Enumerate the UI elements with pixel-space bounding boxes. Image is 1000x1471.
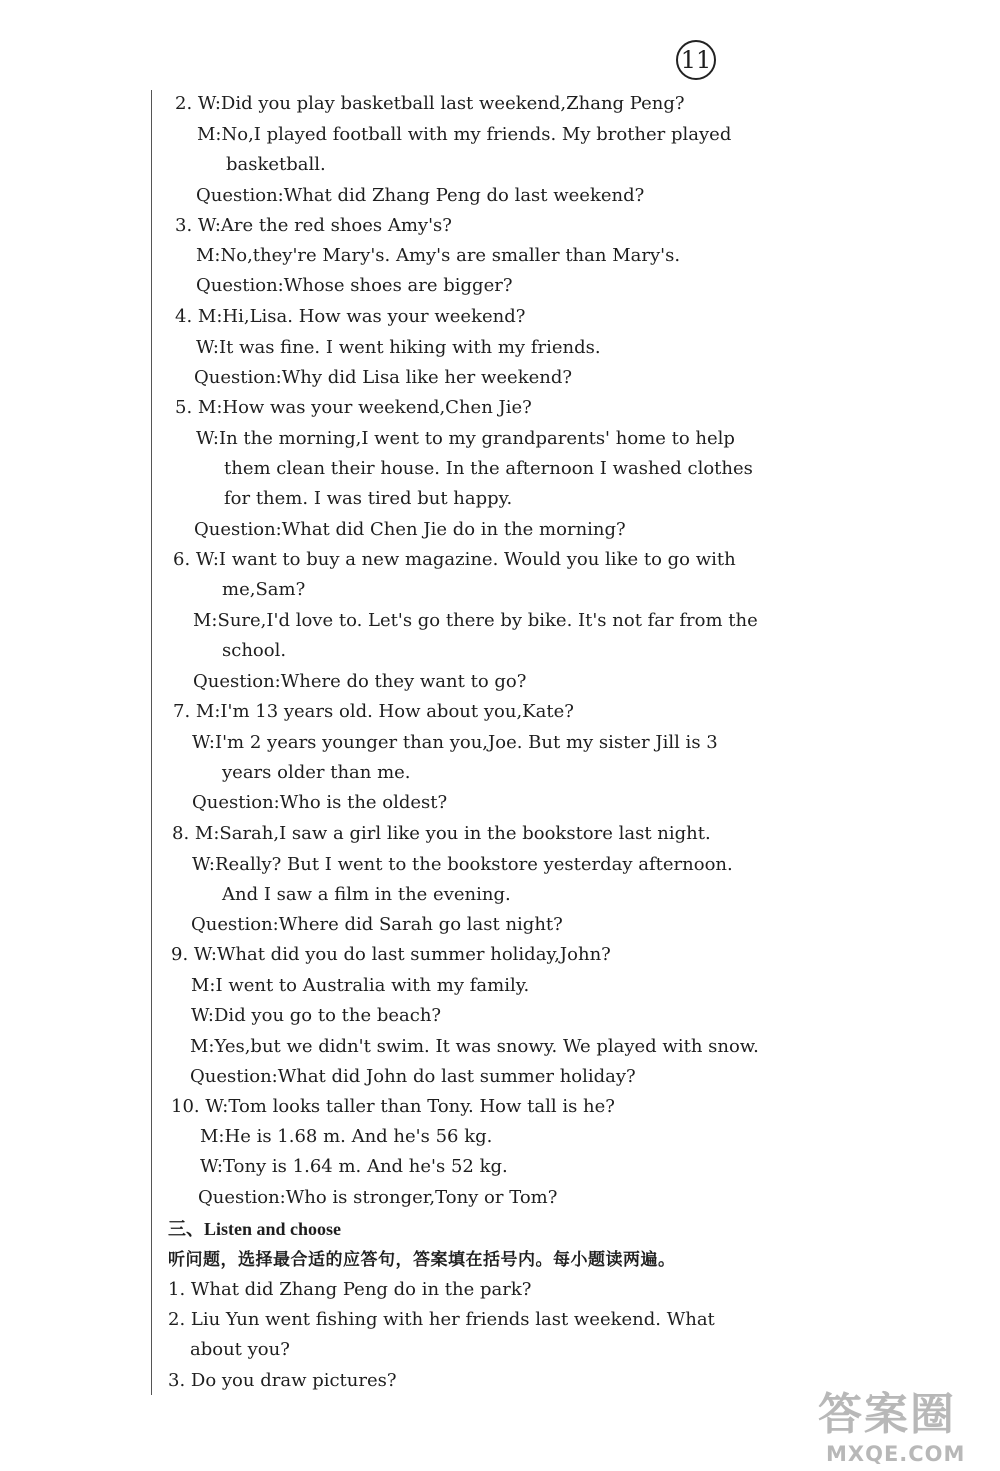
dialogue-line: W:It was fine. I went hiking with my friends.	[196, 337, 601, 358]
dialogue-line: for them. I was tired but happy.	[224, 488, 513, 509]
dialogue-line: M:Yes,but we didn't swim. It was snowy. We played with snow.	[190, 1036, 759, 1057]
dialogue-line: 7. M:I'm 13 years old. How about you,Kate?	[173, 701, 574, 722]
question-line: Question:Where do they want to go?	[193, 671, 527, 692]
dialogue-line: 6. W:I want to buy a new magazine. Would you like to go with	[173, 549, 736, 570]
watermark	[818, 1390, 988, 1470]
dialogue-line: W:Did you go to the beach?	[191, 1005, 442, 1026]
question-line: Question:Why did Lisa like her weekend?	[194, 367, 573, 388]
question-line: Question:Whose shoes are bigger?	[196, 275, 513, 296]
dialogue-line: 3. W:Are the red shoes Amy's?	[175, 215, 452, 236]
question-line: Question:Who is stronger,Tony or Tom?	[198, 1187, 558, 1208]
dialogue-line: years older than me.	[222, 762, 411, 783]
section-heading: 三、Listen and choose	[168, 1219, 342, 1239]
dialogue-line: M:No,they're Mary's. Amy's are smaller than Mary's.	[196, 245, 681, 266]
dialogue-line: 5. M:How was your weekend,Chen Jie?	[175, 397, 532, 418]
watermark-site: MXQE.COM	[826, 1442, 966, 1466]
page-number: 11	[676, 40, 716, 80]
question-item: 2. Liu Yun went fishing with her friends last weekend. What	[168, 1309, 715, 1330]
dialogue-line: 10. W:Tom looks taller than Tony. How tall is he?	[171, 1096, 615, 1117]
dialogue-line: M:No,I played football with my friends. My brother played	[197, 124, 732, 145]
question-line: Question:Where did Sarah go last night?	[191, 914, 563, 935]
dialogue-line: 2. W:Did you play basketball last weekend,Zhang Peng?	[175, 93, 685, 114]
question-line: Question:What did John do last summer holiday?	[190, 1066, 636, 1087]
question-line: Question:What did Chen Jie do in the morning?	[194, 519, 626, 540]
dialogue-line: 4. M:Hi,Lisa. How was your weekend?	[175, 306, 526, 327]
dialogue-line: basketball.	[226, 154, 326, 175]
dialogue-line: W:Tony is 1.64 m. And he's 52 kg.	[200, 1156, 508, 1177]
dialogue-line: And I saw a film in the evening.	[222, 884, 511, 905]
question-item: 3. Do you draw pictures?	[168, 1370, 397, 1391]
margin-rule	[151, 90, 152, 1395]
dialogue-line: me,Sam?	[222, 579, 306, 600]
dialogue-line: W:Really? But I went to the bookstore yesterday afternoon.	[192, 854, 733, 875]
dialogue-line: W:I'm 2 years younger than you,Joe. But my sister Jill is 3	[192, 732, 718, 753]
watermark-logo: 答案圈	[818, 1389, 956, 1440]
dialogue-line: 9. W:What did you do last summer holiday,John?	[171, 944, 611, 965]
section-instruction: 听问题，选择最合适的应答句，答案填在括号内。每小题读两遍。	[168, 1250, 676, 1270]
dialogue-line: M:He is 1.68 m. And he's 56 kg.	[200, 1126, 493, 1147]
question-line: Question:Who is the oldest?	[192, 792, 448, 813]
dialogue-line: M:Sure,I'd love to. Let's go there by bike. It's not far from the	[193, 610, 758, 631]
dialogue-line: M:I went to Australia with my family.	[191, 975, 530, 996]
question-item: 1. What did Zhang Peng do in the park?	[168, 1279, 532, 1300]
question-line: Question:What did Zhang Peng do last weekend?	[196, 185, 645, 206]
dialogue-line: them clean their house. In the afternoon I washed clothes	[224, 458, 753, 479]
dialogue-line: school.	[222, 640, 287, 661]
dialogue-line: W:In the morning,I went to my grandparents' home to help	[196, 428, 735, 449]
dialogue-line: 8. M:Sarah,I saw a girl like you in the bookstore last night.	[172, 823, 711, 844]
question-item: about you?	[190, 1339, 290, 1360]
